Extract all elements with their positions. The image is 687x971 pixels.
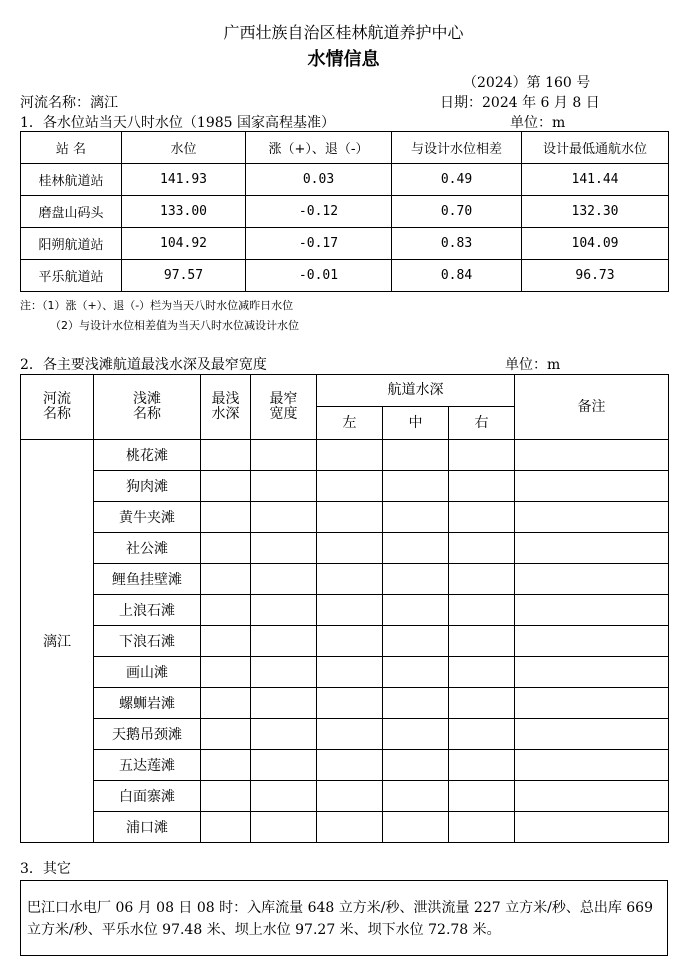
table-row — [21, 595, 669, 626]
shoal-name: 五达莲滩 — [94, 750, 201, 781]
design-min-level: 96.73 — [522, 260, 669, 292]
table-row — [21, 564, 669, 595]
table-header-row — [21, 132, 669, 164]
shoal-name: 鲤鱼挂壁滩 — [94, 564, 201, 595]
other-info-text: 巴江口水电厂 06 月 08 日 08 时：入库流量 648 立方米/秒、泄洪流量 227 立方米/秒、总出库 669 立方米/秒、平乐水位 97.48 米、坝上水位 97.27 米、坝下水位 72.78 米。 — [27, 900, 653, 938]
section3-title: 3．其它 — [20, 861, 71, 877]
shoal-depth-table — [20, 374, 669, 843]
shoal-name: 白面寨滩 — [94, 781, 201, 812]
shoal-name: 螺蛳岩滩 — [94, 688, 201, 719]
design-diff: 0.84 — [392, 260, 522, 292]
min-depth-header: 最浅水深 — [201, 375, 251, 440]
shoal-name: 浦口滩 — [94, 812, 201, 843]
table-row — [21, 228, 669, 260]
shoal-name-header: 浅滩名称 — [94, 375, 201, 440]
table-note-1: 注：（1）涨（+）、退（-）栏为当天八时水位减昨日水位 — [20, 299, 294, 312]
level-change: -0.01 — [246, 260, 392, 292]
river-name-label: 河流名称：漓江 — [20, 95, 118, 111]
shoal-name: 桃花滩 — [94, 440, 201, 471]
level-change: -0.17 — [246, 228, 392, 260]
column-header: 设计最低通航水位 — [522, 132, 669, 164]
table-row — [21, 750, 669, 781]
design-diff: 0.70 — [392, 196, 522, 228]
table-note-2: （2）与设计水位相差值为当天八时水位减设计水位 — [50, 319, 299, 332]
table-row — [21, 719, 669, 750]
table-header-row — [21, 375, 669, 407]
station-name: 平乐航道站 — [21, 260, 122, 292]
water-level: 97.57 — [122, 260, 246, 292]
table-row — [21, 260, 669, 292]
level-change: 0.03 — [246, 164, 392, 196]
water-level-table — [20, 131, 669, 292]
shoal-name: 下浪石滩 — [94, 626, 201, 657]
shoal-name: 上浪石滩 — [94, 595, 201, 626]
station-name: 阳朔航道站 — [21, 228, 122, 260]
section2-title: 2．各主要浅滩航道最浅水深及最窄宽度 — [20, 357, 267, 373]
right-depth-header: 右 — [449, 407, 515, 440]
table-row — [21, 164, 669, 196]
page-title: 水情信息 — [307, 49, 380, 70]
water-level: 133.00 — [122, 196, 246, 228]
remark-header: 备注 — [515, 375, 669, 440]
min-width-header: 最窄宽度 — [251, 375, 317, 440]
channel-depth-header: 航道水深 — [317, 375, 515, 407]
table-row — [21, 812, 669, 843]
column-header: 水位 — [122, 132, 246, 164]
shoal-name: 社公滩 — [94, 533, 201, 564]
water-level: 104.92 — [122, 228, 246, 260]
river-name-header: 河流名称 — [21, 375, 94, 440]
table-row — [21, 502, 669, 533]
shoal-name: 黄牛夹滩 — [94, 502, 201, 533]
column-header: 与设计水位相差 — [392, 132, 522, 164]
design-min-level: 141.44 — [522, 164, 669, 196]
table-row — [21, 471, 669, 502]
design-diff: 0.49 — [392, 164, 522, 196]
table-row — [21, 533, 669, 564]
water-level: 141.93 — [122, 164, 246, 196]
station-name: 磨盘山码头 — [21, 196, 122, 228]
design-diff: 0.83 — [392, 228, 522, 260]
shoal-name: 画山滩 — [94, 657, 201, 688]
issue-number: （2024）第 160 号 — [463, 75, 591, 91]
column-header: 涨（+）、退（-） — [246, 132, 392, 164]
level-change: -0.12 — [246, 196, 392, 228]
mid-depth-header: 中 — [383, 407, 449, 440]
left-depth-header: 左 — [317, 407, 383, 440]
design-min-level: 104.09 — [522, 228, 669, 260]
shoal-name: 天鹅吊颈滩 — [94, 719, 201, 750]
table-row — [21, 196, 669, 228]
date-label: 日期：2024 年 6 月 8 日 — [440, 95, 600, 111]
shoal-name: 狗肉滩 — [94, 471, 201, 502]
section1-unit: 单位：m — [510, 115, 566, 131]
station-name: 桂林航道站 — [21, 164, 122, 196]
table-row — [21, 781, 669, 812]
section2-unit: 单位：m — [505, 357, 561, 373]
table-row — [21, 688, 669, 719]
table-row — [21, 657, 669, 688]
column-header: 站 名 — [21, 132, 122, 164]
table-row — [21, 440, 669, 471]
section1-title: 1．各水位站当天八时水位（1985 国家高程基准） — [20, 115, 335, 131]
organization-name: 广西壮族自治区桂林航道养护中心 — [223, 23, 464, 42]
design-min-level: 132.30 — [522, 196, 669, 228]
river-name-cell: 漓江 — [21, 440, 94, 843]
other-info-box — [20, 880, 668, 956]
table-row — [21, 626, 669, 657]
